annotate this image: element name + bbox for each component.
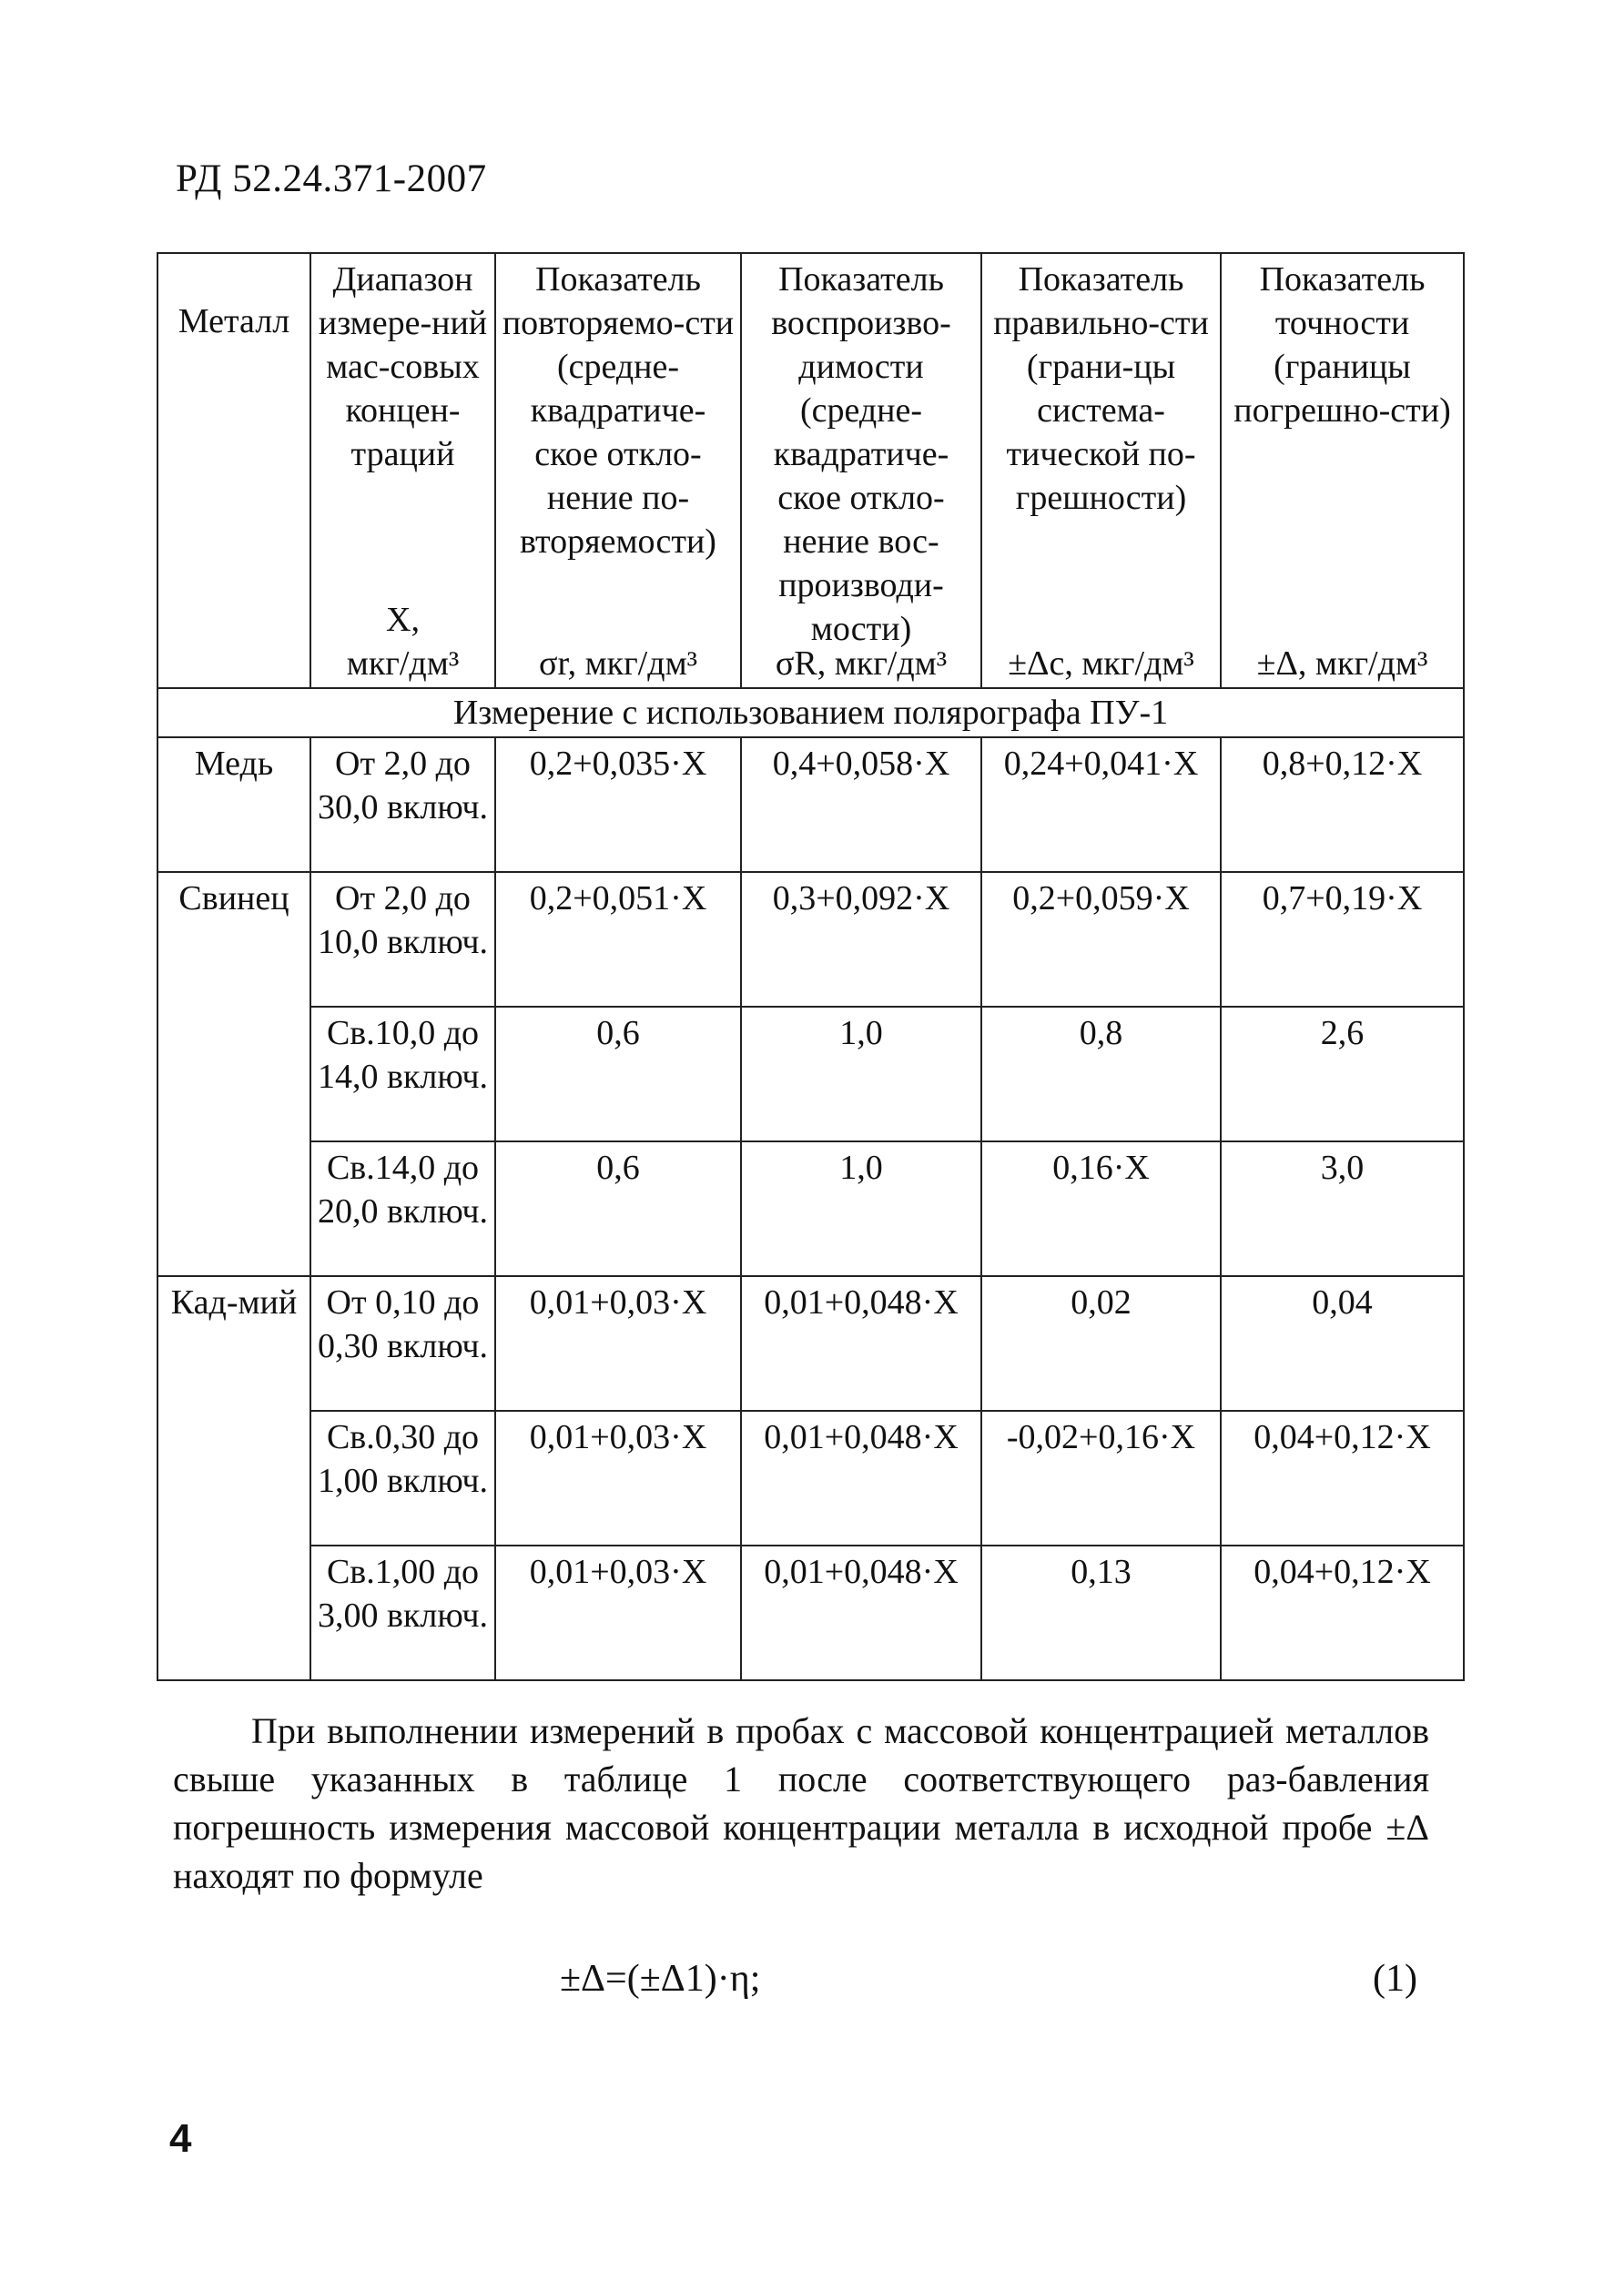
header-reproducibility-unit: σR, мкг/дм³	[775, 644, 948, 683]
cell-correctness: 0,2+0,059·X	[981, 872, 1221, 1007]
cell-accuracy: 0,04	[1221, 1276, 1464, 1411]
table-header-row	[157, 253, 1464, 688]
cell-correctness: 0,02	[981, 1276, 1221, 1411]
header-correctness	[981, 253, 1221, 688]
cell-range: Св.14,0 до 20,0 включ.	[310, 1141, 495, 1276]
cell-repeatability: 0,01+0,03·X	[495, 1276, 741, 1411]
header-accuracy	[1221, 253, 1464, 688]
cell-accuracy: 3,0	[1221, 1141, 1464, 1276]
cell-accuracy: 0,04+0,12·X	[1221, 1546, 1464, 1680]
header-reproducibility	[741, 253, 981, 688]
cell-accuracy: 0,7+0,19·X	[1221, 872, 1464, 1007]
header-reproducibility-label: Показатель воспроизво-димости (средне-квадратиче-ское откло-нение вос-производи-мости)	[771, 260, 951, 648]
header-range-unit: мкг/дм³	[346, 644, 460, 683]
table-row	[157, 1141, 1464, 1276]
header-range-symbol: X,	[386, 601, 420, 639]
cell-range: Св.0,30 до 1,00 включ.	[310, 1411, 495, 1546]
table-row	[157, 872, 1464, 1007]
cell-range: Св.10,0 до 14,0 включ.	[310, 1007, 495, 1141]
page-number: 4	[169, 2116, 192, 2161]
cell-reproducibility: 0,01+0,048·X	[741, 1546, 981, 1680]
header-repeatability	[495, 253, 741, 688]
cell-repeatability: 0,2+0,035·X	[495, 737, 741, 872]
cell-metal	[157, 1411, 310, 1546]
cell-reproducibility: 0,3+0,092·X	[741, 872, 981, 1007]
cell-correctness: -0,02+0,16·X	[981, 1411, 1221, 1546]
cell-repeatability: 0,6	[495, 1141, 741, 1276]
formula: ±Δ=(±Δ1)·η;	[560, 1958, 761, 2000]
cell-repeatability: 0,01+0,03·X	[495, 1411, 741, 1546]
cell-correctness: 0,16·X	[981, 1141, 1221, 1276]
cell-reproducibility: 1,0	[741, 1007, 981, 1141]
cell-correctness: 0,24+0,041·X	[981, 737, 1221, 872]
cell-repeatability: 0,01+0,03·X	[495, 1546, 741, 1680]
table-row	[157, 1007, 1464, 1141]
cell-correctness: 0,8	[981, 1007, 1221, 1141]
cell-correctness: 0,13	[981, 1546, 1221, 1680]
cell-accuracy: 0,04+0,12·X	[1221, 1411, 1464, 1546]
table-row	[157, 737, 1464, 872]
table-row	[157, 1546, 1464, 1680]
header-accuracy-unit: ±Δ, мкг/дм³	[1256, 644, 1428, 683]
cell-metal: Свинец	[157, 872, 310, 1007]
cell-range: От 2,0 до 10,0 включ.	[310, 872, 495, 1007]
table-section-row	[157, 688, 1464, 737]
body-paragraph: При выполнении измерений в пробах с массовой концентрацией металлов свыше указанных в таблице 1 после соответствующего раз-бавления погрешность измерения массовой концентрации металла в исходной пробе ±Δ находят по формуле	[173, 1710, 1429, 1896]
header-correctness-unit: ±Δc, мкг/дм³	[1008, 644, 1194, 683]
formula-number: (1)	[1373, 1958, 1417, 2000]
header-correctness-label: Показатель правильно-сти (грани-цы система-тической по-грешности)	[993, 260, 1209, 517]
cell-metal	[157, 1546, 310, 1680]
cell-metal: Кад-мий	[157, 1276, 310, 1411]
header-metal-label: Металл	[178, 302, 290, 340]
cell-metal: Медь	[157, 737, 310, 872]
cell-accuracy: 2,6	[1221, 1007, 1464, 1141]
cell-reproducibility: 0,4+0,058·X	[741, 737, 981, 872]
header-metal	[157, 253, 310, 688]
section-title: Измерение с использованием полярографа ПУ-1	[157, 688, 1464, 737]
cell-metal	[157, 1007, 310, 1141]
header-accuracy-label: Показатель точности (границы погрешно-сти)	[1233, 260, 1451, 430]
cell-repeatability: 0,6	[495, 1007, 741, 1141]
cell-accuracy: 0,8+0,12·X	[1221, 737, 1464, 872]
header-range-label: Диапазон измере-ний мас-совых концен-траций	[318, 260, 488, 473]
table-row	[157, 1411, 1464, 1546]
cell-range: От 0,10 до 0,30 включ.	[310, 1276, 495, 1411]
header-repeatability-label: Показатель повторяемо-сти (средне-квадратиче-ское откло-нение по-вторяемости)	[502, 260, 735, 561]
cell-reproducibility: 0,01+0,048·X	[741, 1411, 981, 1546]
cell-metal	[157, 1141, 310, 1276]
measurement-accuracy-table	[157, 252, 1465, 1681]
document-code: РД 52.24.371-2007	[176, 157, 487, 200]
header-range	[310, 253, 495, 688]
cell-range: Св.1,00 до 3,00 включ.	[310, 1546, 495, 1680]
table-row	[157, 1276, 1464, 1411]
header-repeatability-unit: σr, мкг/дм³	[538, 644, 698, 683]
cell-repeatability: 0,2+0,051·X	[495, 872, 741, 1007]
cell-reproducibility: 1,0	[741, 1141, 981, 1276]
cell-range: От 2,0 до 30,0 включ.	[310, 737, 495, 872]
cell-reproducibility: 0,01+0,048·X	[741, 1276, 981, 1411]
